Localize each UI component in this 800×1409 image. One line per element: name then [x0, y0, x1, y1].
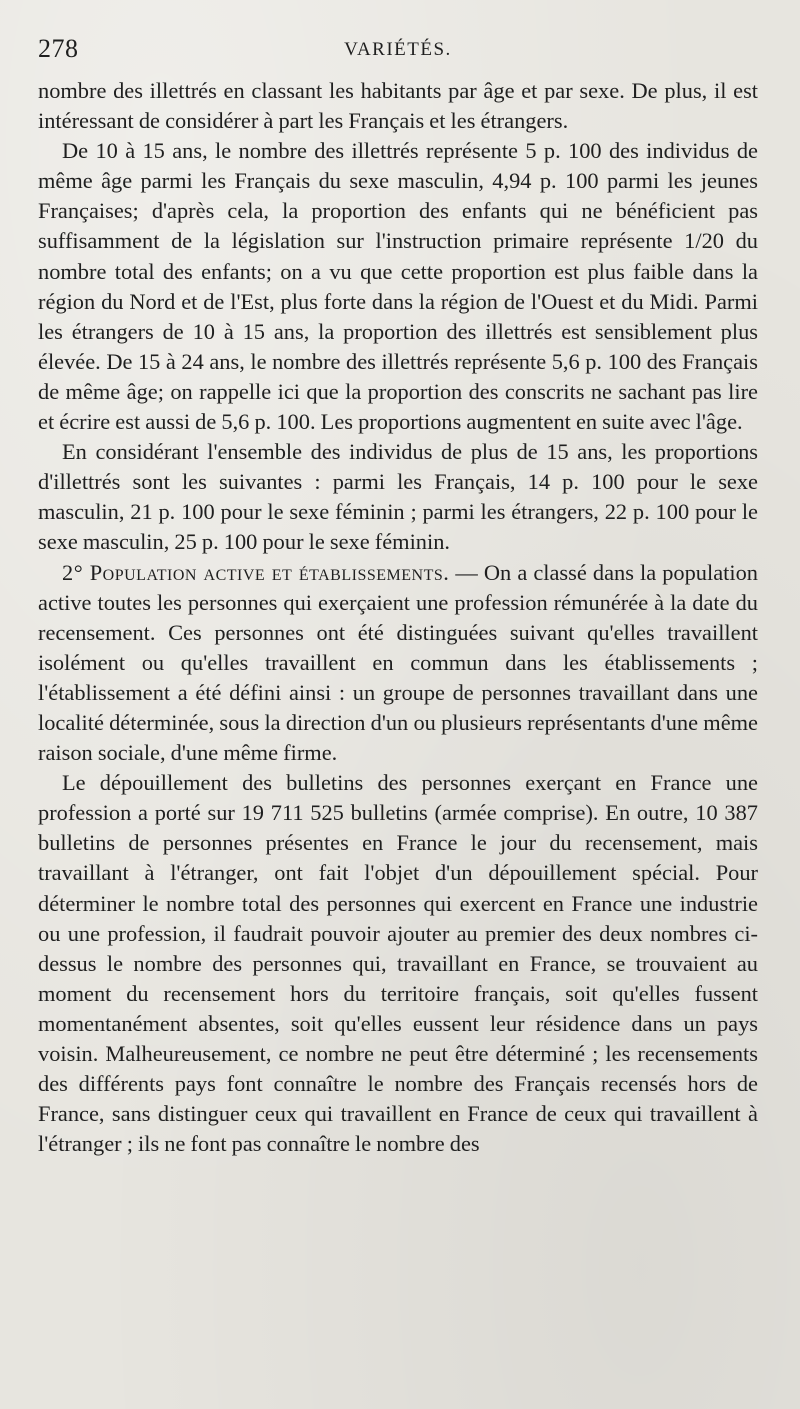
paragraph-5: Le dépouillement des bulletins des personnes exerçant en France une profession a porté sur 19 711 525 bulletins (armée comprise). En outre, 10 387 bulletins de personnes présentes en France le jour du recensement, mais travaillant à l'étranger, ont fait l'objet d'un dépouillement spécial. Pour déterminer le nombre total des personnes qui exercent en France une industrie ou une profession, il faudrait pouvoir ajouter au premier des deux nombres ci-dessus le nombre des personnes qui, travaillant en France, se trouvaient au moment du recensement hors du territoire français, soit qu'elles fussent momentanément absentes, soit qu'elles eussent leur résidence dans un pays voisin. Malheureusement, ce nombre ne peut être déterminé ; les recensements des différents pays font connaître le nombre des Français recensés hors de France, sans distinguer ceux qui travaillent en France de ceux qui travaillent à l'étranger ; ils ne font pas connaître le nombre des — [38, 770, 758, 1157]
paragraph-4 — [38, 558, 758, 769]
section-heading: 2° Population active et établissements. — [62, 559, 450, 585]
paragraph-2: De 10 à 15 ans, le nombre des illettrés représente 5 p. 100 des individus de même âge parmi les Français du sexe masculin, 4,94 p. 100 parmi les jeunes Françaises; d'après cela, la proportion des enfants qui ne bénéficient pas suffisamment de la législation sur l'instruction primaire représente 1/20 du nombre total des enfants; on a vu que cette proportion est plus faible dans la région du Nord et de l'Est, plus forte dans la région de l'Ouest et du Midi. Parmi les étrangers de 10 à 15 ans, la proportion des illettrés est sensiblement plus élevée. De 15 à 24 ans, le nombre des illettrés représente 5,6 p. 100 des Français de même âge; on rappelle ici que la proportion des conscrits ne sachant pas lire et écrire est aussi de 5,6 p. 100. Les proportions augmentent en suite avec l'âge. — [38, 138, 758, 435]
page-header — [38, 34, 758, 76]
paragraph-3: En considérant l'ensemble des individus de plus de 15 ans, les proportions d'illettrés sont les suivantes : parmi les Français, 14 p. 100 pour le sexe masculin, 21 p. 100 pour le sexe féminin ; parmi les étrangers, 22 p. 100 pour le sexe masculin, 25 p. 100 pour le sexe féminin. — [38, 439, 758, 555]
paragraph-1: nombre des illettrés en classant les habitants par âge et par sexe. De plus, il est intéressant de considérer à part les Français et les étrangers. — [38, 78, 758, 134]
page-number: 278 — [38, 34, 79, 63]
paragraph-4-text: — On a classé dans la population active toutes les personnes qui exerçaient une profession rémunérée à la date du recensement. Ces personnes ont été distinguées suivant qu'elles travaillent isolément ou qu'elles travaillent en commun dans les établissements ; l'établissement a été défini ainsi : un groupe de personnes travaillant dans une localité déterminée, sous la direction d'un ou plusieurs représentants d'une même raison sociale, d'une même firme. — [38, 559, 758, 766]
body-text — [38, 76, 758, 1159]
running-head: VARIÉTÉS. — [344, 39, 452, 60]
